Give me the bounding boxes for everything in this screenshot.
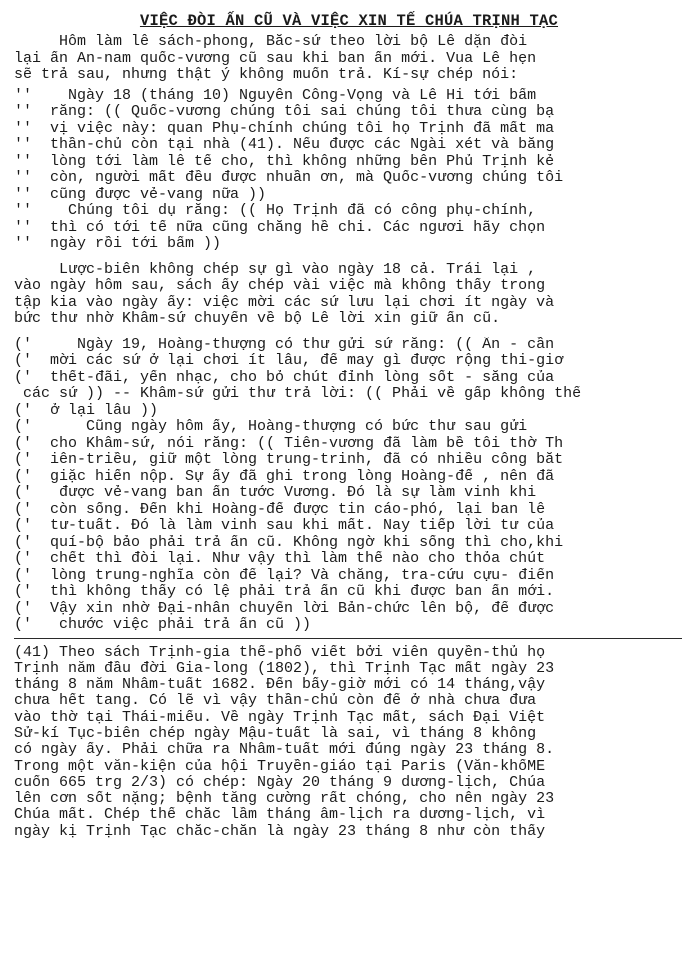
quote-line: (' giặc hiến nộp. Sự ấy đã ghi trong lòng Hoàng-đế , nên đã [14, 468, 555, 485]
footnote-divider [14, 638, 682, 639]
intro-line: Hôm làm lễ sách-phong, Bắc-sứ theo lời bộ Lễ dặn đòi [14, 34, 528, 50]
quote-line: (' Cũng ngày hôm ấy, Hoàng-thượng có bức thư sau gửi [14, 419, 528, 435]
footnote-line: tháng 8 năm Nhâm-tuất 1682. Đến bấy-giờ mới có 14 tháng,vậy [14, 677, 546, 694]
quote-line: '' thì có tới tế nữa cũng chẳng hề chi. Các ngươi hãy chọn [14, 219, 546, 236]
document-title: VIỆC ĐÒI ẤN CŨ VÀ VIỆC XIN TẾ CHÚA TRỊNH TẠC [139, 12, 559, 30]
footnote-line: ngày kị Trịnh Tạc chắc-chắn là ngày 23 tháng 8 như còn thấy [14, 823, 546, 840]
quote-line: '' thần-chủ còn tại nhà (41). Nếu được các Ngài xét và bằng [14, 137, 555, 153]
quote-line: (' thết-đãi, yến nhạc, cho bỏ chút đỉnh lòng sốt - sắng của [14, 369, 555, 386]
footnote-line: cuốn 665 trg 2/3) có chép: Ngày 20 tháng 9 dương-lịch, Chúa [14, 774, 546, 791]
footnote-line: Sử-kí Tục-biên chép ngày Mậu-tuất là sai, vì tháng 8 không [14, 725, 537, 742]
quote-line: '' Chúng tôi dụ rằng: (( Họ Trịnh đã có công phụ-chính, [14, 203, 537, 219]
quote-line: (' chước việc phải trả ấn cũ )) [14, 617, 312, 633]
paragraph-line: bức thư nhờ Khâm-sứ chuyển về bộ Lễ lời xin giữ ấn cũ. [14, 311, 501, 327]
footnote-line: lên cơn sốt nặng; bệnh tăng cường rất chóng, cho nên ngày 23 [14, 791, 555, 808]
intro-line: sẽ trả sau, nhưng thật ý không muốn trả. Kí-sự chép nói: [14, 67, 519, 83]
quote-line: (' còn sống. Đến khi Hoàng-đế được tin cáo-phó, lại ban lễ [14, 501, 546, 518]
footnote-line: Trịnh năm đầu đời Gia-long (1802), thì Trịnh Tạc mất ngày 23 [14, 660, 555, 677]
quote-line: '' còn, người mất đều được nhuần ơn, mà Quốc-vương chúng tôi [14, 170, 564, 186]
footnote-line: Trong một văn-kiện của hội Truyền-giáo tại Paris (Văn-khốME [14, 758, 546, 775]
quote-line: '' ngày rồi tới bẩm )) [14, 236, 222, 252]
footnote-line: có ngày ấy. Phải chữa ra Nhâm-tuất mới đúng ngày 23 tháng 8. [14, 742, 555, 759]
quote-line: (' Vậy xin nhờ Đại-nhân chuyển lời Bản-chức lên bộ, để được [14, 600, 555, 617]
quote-line: (' tư-tuất. Đó là làm vinh sau khi mất. Nay tiếp lời tư của [14, 518, 555, 534]
quote-line: '' lòng tới làm lễ tế cho, thì không những bên Phủ Trịnh kẻ [14, 153, 555, 170]
paragraph-line: Lược-biên không chép sự gì vào ngày 18 cả. Trái lại , [14, 261, 537, 278]
intro-paragraph [14, 34, 684, 84]
quote-line: (' lòng trung-nghĩa còn để lại? Và chăng, tra-cứu cựu- điển [14, 567, 555, 584]
quote-line: '' cũng được vẻ-vang nữa )) [14, 186, 267, 203]
quote-line: (' quí-bộ bảo phải trả ấn cũ. Không ngờ khi sống thì cho,khi [14, 534, 564, 551]
footnote-line: vào thờ tại Thái-miếu. Về ngày Trịnh Tạc mất, sách Đại Việt [14, 709, 546, 726]
footnote-line: Chúa mất. Chép thế chắc lầm tháng âm-lịch ra dương-lịch, vì [14, 807, 546, 824]
quote-line: (' chết thì đòi lại. Như vậy thì làm thế nào cho thỏa chút [14, 551, 546, 567]
intro-line: lại ấn An-nam quốc-vương cũ sau khi ban ấn mới. Vua Lê hẹn [14, 50, 537, 67]
footnote-line: chưa hết tang. Có lẽ vì vậy thần-chủ còn để ở nhà chưa đưa [14, 693, 537, 710]
paragraph-line: tập kia vào ngày ấy: việc mời các sứ lưu lại chơi ít ngày và [14, 294, 555, 311]
quote-line: (' thì không thấy có lệ phải trả ấn cũ khi được ban ấn mới. [14, 584, 555, 600]
footnote-41 [14, 645, 684, 841]
footnote-line: (41) Theo sách Trịnh-gia thế-phổ viết bởi viên quyền-thủ họ [14, 644, 546, 661]
quote-line: (' iên-triều, giữ một lòng trung-trinh, đã có nhiều công bắt [14, 452, 564, 468]
paragraph-line: vào ngày hôm sau, sách ấy chép vài việc mà không thấy trong [14, 278, 546, 294]
luoc-bien-paragraph [14, 262, 684, 328]
quote-line: các sứ )) -- Khâm-sứ gửi thư trả lời: (( Phải về gấp không thể [14, 386, 582, 402]
quote-line: (' ở lại lâu )) [14, 402, 159, 419]
quote-line: (' được vẻ-vang ban ấn tước Vương. Đó là sự làm vinh khi [14, 485, 537, 501]
ki-su-quotation [14, 88, 684, 253]
quote-line: (' Ngày 19, Hoàng-thượng có thư gửi sứ rằng: (( Ân - cần [14, 336, 555, 353]
quote-line: (' cho Khâm-sứ, nói rằng: (( Tiên-vương đã làm bề tôi thờ Th [14, 435, 564, 452]
ngay-19-quotation [14, 337, 684, 634]
quote-line: '' Ngày 18 (tháng 10) Nguyễn Công-Vọng và Lê Hi tới bẩm [14, 87, 537, 104]
quote-line: '' vị việc này: quan Phụ-chính chúng tôi họ Trịnh đã mất ma [14, 120, 555, 137]
quote-line: (' mời các sứ ở lại chơi ít lâu, để may gì được rộng thi-giơ [14, 353, 564, 369]
quote-line: '' rằng: (( Quốc-vương chúng tôi sai chúng tôi thưa cùng bạ [14, 104, 555, 120]
